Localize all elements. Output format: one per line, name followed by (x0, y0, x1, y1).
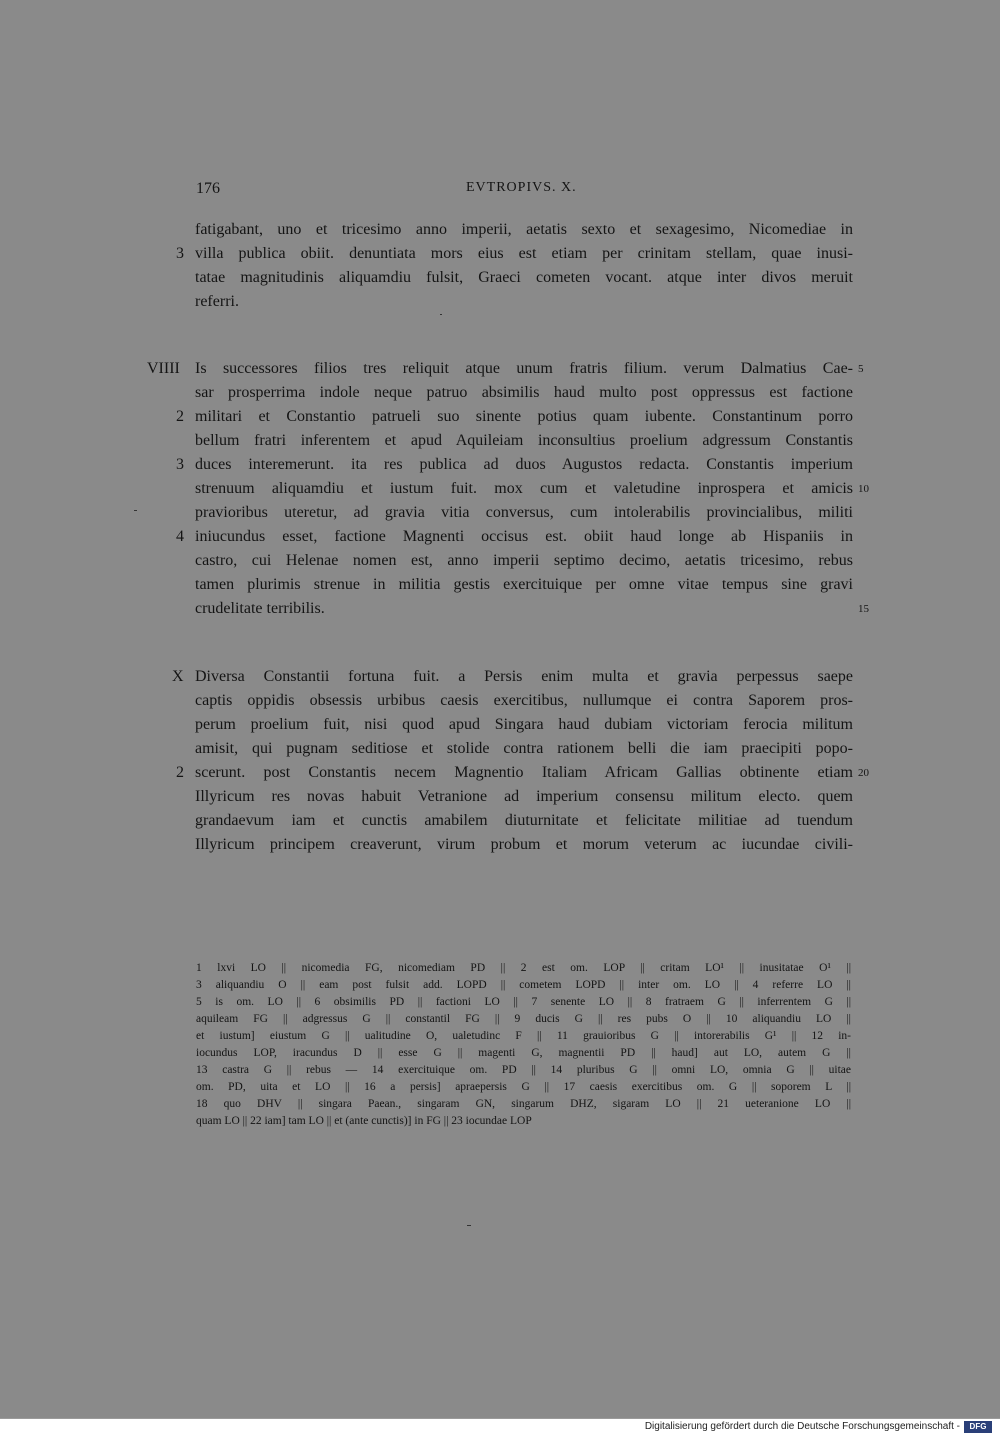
paragraph-number: 3 (176, 456, 184, 473)
footnote-line: quam LO || 22 iam] tam LO || et (ante cunctis)] in FG || 23 iocundae LOP (196, 1115, 532, 1127)
paragraph-number: 2 (176, 408, 184, 425)
text-line: grandaevum iam et cunctis amabilem diuturnitate et felicitate militiae ad tuendum (195, 812, 853, 829)
text-line: referri. (195, 293, 239, 310)
text-line: Is successores filios tres reliquit atque unum fratris filium. verum Dalmatius Cae- (195, 360, 853, 377)
scan-speck (467, 1225, 471, 1226)
text-line: pravioribus uteretur, ad gravia vitia conversus, cum intolerabilis provincialibus, militi (195, 504, 853, 521)
text-line: iniucundus esset, factione Magnenti occisus est. obiit haud longe ab Hispaniis in (195, 528, 853, 545)
section-mark: VIIII (147, 360, 180, 377)
margin-line-number: 20 (858, 767, 869, 779)
text-line: captis oppidis obsessis urbibus caesis exercitibus, nullumque ei contra Saporem pros- (195, 692, 853, 709)
running-title: EVTROPIVS. X. (466, 180, 577, 195)
text-line: villa publica obiit. denuntiata mors eius est etiam per crinitam stellam, quae inusi- (195, 245, 853, 262)
paragraph-number: 4 (176, 528, 184, 545)
section-mark: X (172, 668, 184, 685)
text-line: crudelitate terribilis. (195, 600, 325, 617)
text-line: Illyricum principem creaverunt, virum probum et morum veterum ac iucundae civili- (195, 836, 853, 853)
page-number: 176 (196, 180, 220, 197)
dfg-logo[interactable]: DFG (964, 1421, 992, 1433)
scan-speck (134, 510, 137, 511)
text-line: duces interemerunt. ita res publica ad duos Augustos redacta. Constantis imperium (195, 456, 853, 473)
text-line: amisit, qui pugnam seditiose et stolide contra rationem belli die iam praecipiti popo- (195, 740, 853, 757)
text-line: Diversa Constantii fortuna fuit. a Persis enim multa et gravia perpessus saepe (195, 668, 853, 685)
footnote-line: et iustum] eiustum G || ualitudine O, ualetudinc F || 11 grauioribus G || intorerabilis G¹ || 12 in- (196, 1030, 851, 1042)
digitization-credit-bar (0, 1418, 1000, 1435)
text-line: militari et Constantio patrueli suo sinente potius quam iubente. Constantinum porro (195, 408, 853, 425)
margin-line-number: 5 (858, 363, 864, 375)
paragraph-number: 3 (176, 245, 184, 262)
footnote-line: om. PD, uita et LO || 16 a persis] apraepersis G || 17 caesis exercitibus om. G || soporem L || (196, 1081, 851, 1093)
text-line: castro, cui Helenae nomen est, anno imperii septimo decimo, aetatis tricesimo, rebus (195, 552, 853, 569)
digitization-credit: Digitalisierung gefördert durch die Deutsche Forschungsgemeinschaft - (644, 1421, 960, 1432)
margin-line-number: 10 (858, 483, 869, 495)
text-line: scerunt. post Constantis necem Magnentio Italiam Africam Gallias obtinente etiam (195, 764, 853, 781)
text-line: bellum fratri inferentem et apud Aquileiam inconsultius proelium adgressum Constantis (195, 432, 853, 449)
footnote-line: iocundus LOP, iracundus D || esse G || magenti G, magnentii PD || haud] aut LO, autem G || (196, 1047, 851, 1059)
text-line: Illyricum res novas habuit Vetranione ad imperium consensu militum electo. quem (195, 788, 853, 805)
text-line: tamen plurimis strenue in militia gestis exercituique per omne vitae tempus sine gravi (195, 576, 853, 593)
text-line: tatae magnitudinis aliquamdiu fulsit, Graeci cometen vocant. atque inter divos meruit (195, 269, 853, 286)
footnote-line: 1 lxvi LO || nicomedia FG, nicomediam PD || 2 est om. LOP || critam LO¹ || inusitatae O¹ || (196, 962, 851, 974)
paragraph-number: 2 (176, 764, 184, 781)
footnote-line: 3 aliquandiu O || eam post fulsit add. LOPD || cometem LOPD || inter om. LO || 4 referre LO || (196, 979, 851, 991)
footnote-line: 5 is om. LO || 6 obsimilis PD || factioni LO || 7 senente LO || 8 fratraem G || inferrentem G || (196, 996, 851, 1008)
text-line: fatigabant, uno et tricesimo anno imperii, aetatis sexto et sexagesimo, Nicomediae in (195, 221, 853, 238)
footnote-line: 18 quo DHV || singara Paean., singaram GN, singarum DHZ, sigaram LO || 21 ueteranione LO || (196, 1098, 851, 1110)
scan-speck (440, 314, 442, 315)
footnote-line: 13 castra G || rebus — 14 exercituique om. PD || 14 pluribus G || omni LO, omnia G || uitae (196, 1064, 851, 1076)
footnote-line: aquileam FG || adgressus G || constantil FG || 9 ducis G || res pubs O || 10 aliquandiu LO || (196, 1013, 851, 1025)
margin-line-number: 15 (858, 603, 869, 615)
text-line: strenuum aliquamdiu et iustum fuit. mox cum et valetudine inprospera et amicis (195, 480, 853, 497)
text-line: sar prosperrima indole neque patruo absimilis haud multo post oppressus est factione (195, 384, 853, 401)
text-line: perum proelium fuit, nisi quod apud Singara haud dubiam victoriam ferocia militum (195, 716, 853, 733)
